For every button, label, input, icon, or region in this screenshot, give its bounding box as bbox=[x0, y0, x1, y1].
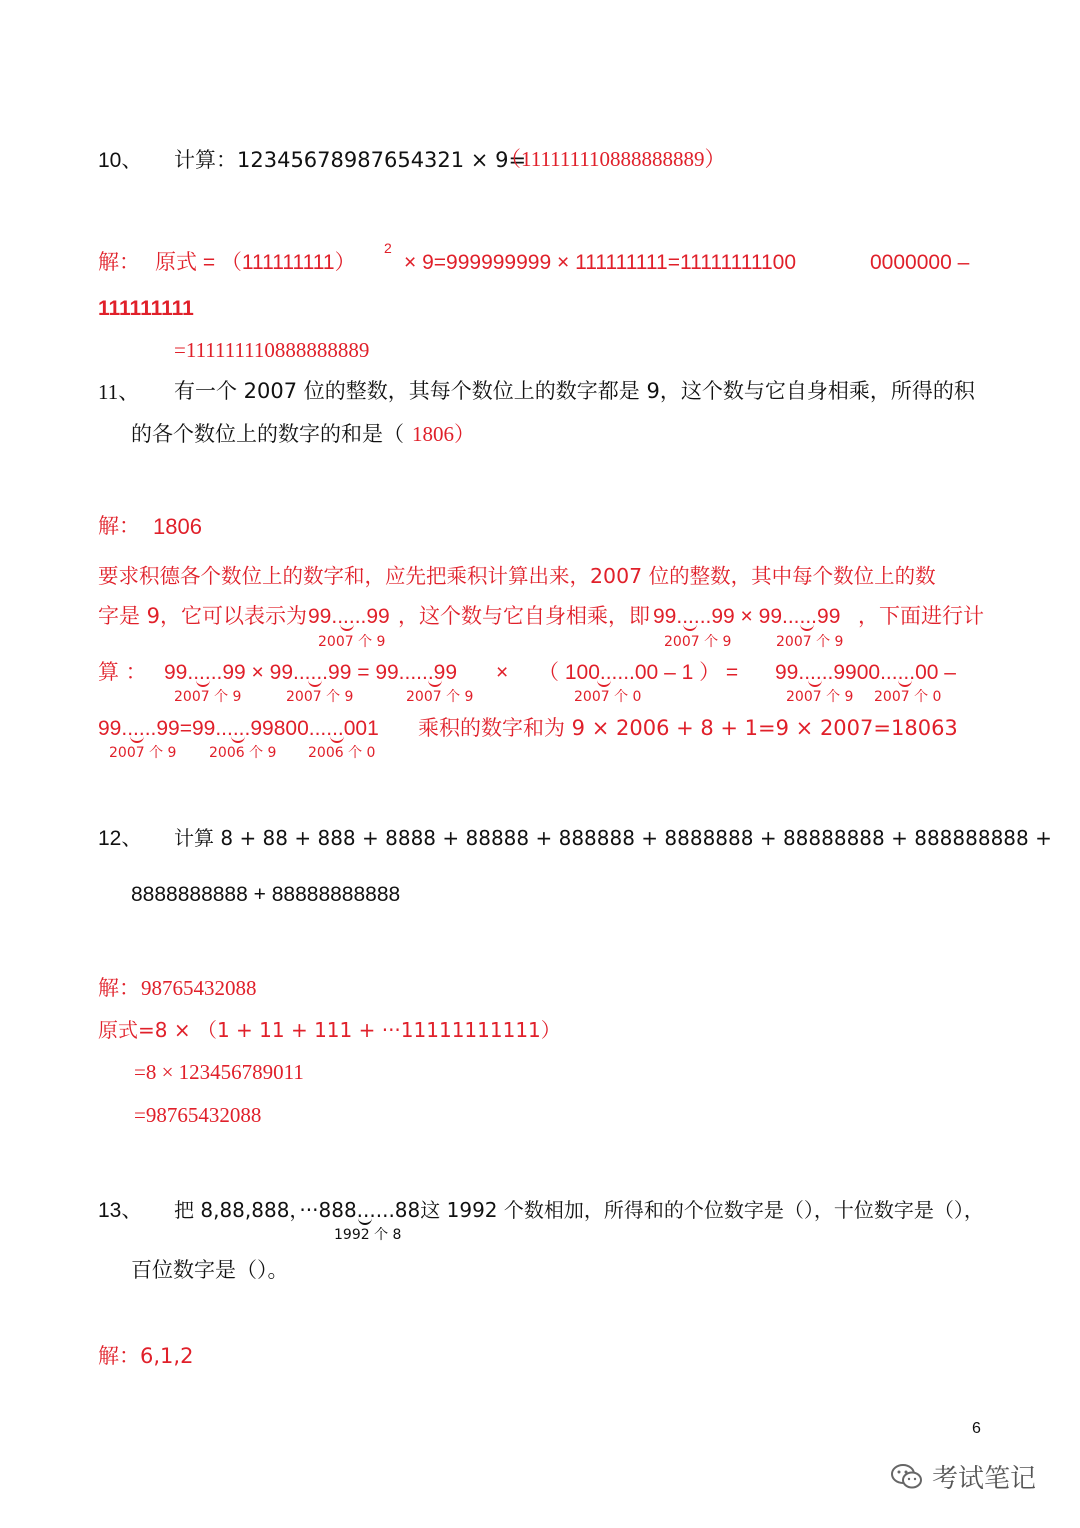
underbrace bbox=[330, 735, 344, 743]
q10-solution-label: 解： bbox=[98, 250, 140, 274]
subscript-2007-0: 2007 个 0 bbox=[574, 689, 642, 705]
q10-answer: （111111110888888889） bbox=[500, 147, 726, 171]
q10-solution-line1b: × 9=999999999 × 111111111=11111111100 bbox=[404, 251, 796, 274]
q13-prompt-line1: 把 8,88,888，···888......88这 1992 个数相加，所得和的个位数字是（），十位数字是（）， bbox=[174, 1198, 984, 1222]
underbrace bbox=[196, 679, 210, 687]
underbrace bbox=[800, 623, 814, 631]
underbrace bbox=[340, 623, 354, 631]
underbrace bbox=[597, 679, 611, 687]
q11-explanation-line2b: 99......99 bbox=[308, 605, 390, 628]
q11-explanation-line4b: 乘积的数字和为 9 × 2006 + 8 + 1=9 × 2007=18063 bbox=[418, 716, 958, 740]
underbrace bbox=[808, 679, 822, 687]
subscript-1992-8: 1992 个 8 bbox=[334, 1227, 402, 1243]
q11-explanation-line3e: 99......9900......00 – bbox=[775, 661, 956, 684]
q11-explanation-line1: 要求积德各个数位上的数字和，应先把乘积计算出来，2007 位的整数，其中每个数位上的数 bbox=[98, 564, 936, 588]
watermark-text: 考试笔记 bbox=[932, 1464, 1037, 1494]
q11-solution-label: 解： bbox=[98, 514, 140, 538]
subscript-2007-9: 2007 个 9 bbox=[786, 689, 854, 705]
subscript-2007-9: 2007 个 9 bbox=[174, 689, 242, 705]
underbrace bbox=[898, 679, 912, 687]
underbrace bbox=[428, 679, 442, 687]
q12-prompt-line2: 8888888888 + 88888888888 bbox=[131, 883, 401, 906]
subscript-2006-9: 2006 个 9 bbox=[209, 745, 277, 761]
q11-explanation-line3c: × bbox=[496, 661, 509, 684]
underbrace bbox=[308, 679, 322, 687]
q13-number: 13、 bbox=[98, 1199, 143, 1222]
q10-solution-line3: =111111110888888889 bbox=[174, 338, 370, 362]
q11-explanation-line3d: （ 100......00 – 1 ） = bbox=[538, 661, 739, 684]
q10-solution-line1a: 原式 = （111111111） bbox=[155, 251, 356, 274]
q10-number: 10、 bbox=[98, 149, 143, 172]
q11-answer: 1806） bbox=[412, 422, 475, 446]
q10-solution-line2: 111111111 bbox=[98, 297, 194, 320]
q12-prompt-line1: 计算 8 + 88 + 888 + 8888 + 88888 + 888888 + 8888888 + 88888888 + 888888888 + bbox=[174, 826, 1052, 850]
subscript-2007-9: 2007 个 9 bbox=[406, 689, 474, 705]
underbrace bbox=[130, 735, 144, 743]
wechat-icon bbox=[890, 1462, 924, 1492]
page-number: 6 bbox=[972, 1420, 981, 1437]
watermark bbox=[890, 1458, 1036, 1495]
q13-solution: 解：6,1,2 bbox=[98, 1344, 194, 1368]
underbrace bbox=[358, 1217, 372, 1225]
q11-prompt-line1: 有一个 2007 位的整数，其每个数位上的数字都是 9，这个数与它自身相乘，所得的积 bbox=[174, 379, 975, 403]
q10-solution-line1c: 0000000 – bbox=[870, 251, 970, 274]
q11-prompt-line2: 的各个数位上的数字的和是（ bbox=[131, 422, 404, 446]
q11-explanation-line2c: ，这个数与它自身相乘，即 bbox=[398, 604, 650, 628]
q12-number: 12、 bbox=[98, 827, 143, 850]
q12-solution-line1: 原式=8 × （1 + 11 + 111 + ···11111111111） bbox=[98, 1018, 561, 1042]
q11-solution-answer: 1806 bbox=[153, 514, 202, 539]
subscript-2007-9: 2007 个 9 bbox=[286, 689, 354, 705]
q13-prompt-line2: 百位数字是（）。 bbox=[131, 1258, 289, 1282]
underbrace bbox=[683, 623, 697, 631]
subscript-2007-9: 2007 个 9 bbox=[318, 634, 386, 650]
subscript-2007-9: 2007 个 9 bbox=[776, 634, 844, 650]
q11-explanation-line2a: 字是 9，它可以表示为 bbox=[98, 604, 308, 628]
q12-solution-label: 解： bbox=[98, 976, 140, 1000]
subscript-2006-0: 2006 个 0 bbox=[308, 745, 376, 761]
q12-solution-line3: =98765432088 bbox=[134, 1103, 262, 1127]
q11-explanation-line2d: 99......99 × 99......99 bbox=[653, 605, 841, 628]
q12-solution-answer: 98765432088 bbox=[141, 976, 257, 1000]
q10-solution-exponent: 2 bbox=[384, 240, 392, 256]
q11-number: 11、 bbox=[98, 380, 140, 404]
q11-explanation-line3b: 99......99 × 99......99 = 99......99 bbox=[164, 661, 458, 684]
subscript-2007-9: 2007 个 9 bbox=[664, 634, 732, 650]
q12-solution-line2: =8 × 123456789011 bbox=[134, 1060, 304, 1084]
q11-explanation-line2e: ，下面进行计 bbox=[858, 604, 984, 628]
subscript-2007-9: 2007 个 9 bbox=[109, 745, 177, 761]
underbrace bbox=[231, 735, 245, 743]
subscript-2007-0: 2007 个 0 bbox=[874, 689, 942, 705]
q11-explanation-line3a: 算 ： bbox=[98, 660, 147, 684]
q11-explanation-line4a: 99......99=99......99800......001 bbox=[98, 717, 379, 740]
q10-prompt: 计算：12345678987654321 × 9= bbox=[174, 148, 527, 172]
